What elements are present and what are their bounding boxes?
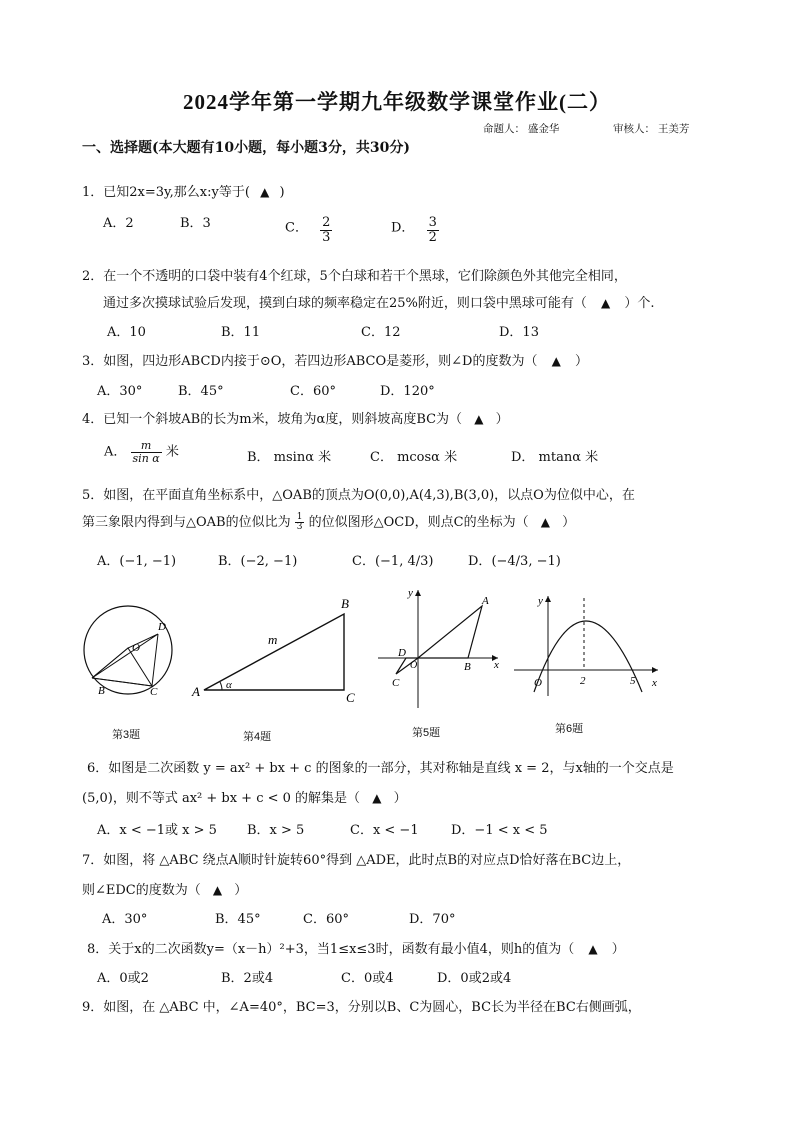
fig6-label-2: 2 bbox=[580, 675, 586, 687]
q3-option-d: D．120° bbox=[380, 384, 435, 399]
fig5-label-a: A bbox=[482, 595, 489, 607]
q4-option-c: C． mcosα 米 bbox=[370, 450, 458, 465]
q1-option-a: A．2 bbox=[103, 216, 134, 231]
section-heading: 一、选择题(本大题有10小题，每小题3分，共30分) bbox=[82, 140, 410, 156]
fig6-label-5: 5 bbox=[630, 675, 636, 687]
answer-mark: ▲ bbox=[212, 883, 223, 897]
q6-option-b: B．x > 5 bbox=[247, 823, 305, 838]
fig3-label-b: B bbox=[98, 685, 105, 697]
answer-mark: ▲ bbox=[372, 791, 382, 805]
question-7-line2: 则∠EDC的度数为（ ▲ ） bbox=[82, 883, 248, 898]
answer-mark: ▲ bbox=[474, 412, 484, 426]
question-5-line1: 5．如图，在平面直角坐标系中，△OAB的顶点为O(0,0),A(4,3),B(3,0)，以点O为位似中心，在 bbox=[82, 488, 635, 503]
q8-option-a: A．0或2 bbox=[97, 971, 149, 986]
fig5-label-o: O bbox=[410, 660, 418, 671]
q1-option-d: D． $\frac{3}{2}$ bbox=[391, 215, 437, 245]
fig4-label-alpha: α bbox=[226, 679, 232, 691]
q7-option-a: A．30° bbox=[102, 912, 148, 927]
fig5-label-y: y bbox=[408, 587, 413, 599]
q5-option-a: A．(−1, −1) bbox=[97, 554, 177, 569]
answer-mark: ▲ bbox=[540, 515, 550, 529]
page-title: 2024学年第一学期九年级数学课堂作业(二） bbox=[183, 90, 611, 114]
figure-3-caption: 第3题 bbox=[112, 729, 141, 741]
q6-option-d: D．−1 < x < 5 bbox=[451, 823, 548, 838]
q2-option-d: D．13 bbox=[499, 325, 539, 340]
q1-option-b: B．3 bbox=[180, 216, 211, 231]
figure-3-circle bbox=[82, 602, 182, 702]
figure-5-caption: 第5题 bbox=[412, 727, 441, 739]
question-8: 8．关于x的二次函数y=（x－h）²+3，当1≤x≤3时，函数有最小值4，则h的值为（ ▲ ） bbox=[87, 942, 625, 957]
question-6-line1: 6．如图是二次函数 y = ax² + bx + c 的图象的一部分，其对称轴是直线 x = 2，与x轴的一个交点是 bbox=[87, 761, 674, 776]
fig5-label-d: D bbox=[398, 647, 406, 659]
q6-option-c: C．x < −1 bbox=[350, 823, 419, 838]
figure-4-slope bbox=[192, 598, 362, 708]
q6-option-a: A．x < −1或 x > 5 bbox=[97, 823, 217, 838]
q1-option-c: C． $\frac{2}{3}$ bbox=[285, 215, 331, 245]
q7-option-b: B．45° bbox=[215, 912, 261, 927]
q5-option-c: C．(−1, 4/3) bbox=[352, 554, 434, 569]
q4-option-a: A． $\frac{m}{\text{sin α}}$ 米 bbox=[104, 439, 179, 465]
q5-option-d: D．(−4/3, −1) bbox=[468, 554, 561, 569]
question-4: 4．已知一个斜坡AB的长为m米，坡角为α度，则斜坡高度BC为（ ▲ ） bbox=[82, 412, 509, 427]
fig4-label-c: C bbox=[346, 690, 355, 705]
question-2-line1: 2．在一个不透明的口袋中装有4个红球，5个白球和若干个黑球，它们除颜色外其他完全相同， bbox=[82, 269, 627, 284]
q7-option-c: C．60° bbox=[303, 912, 349, 927]
question-1: 1．已知2x=3y,那么x:y等于( ▲ ) bbox=[82, 185, 285, 200]
question-6-line2: (5,0)，则不等式 ax² + bx + c < 0 的解集是（ ▲ ） bbox=[82, 791, 407, 806]
fig3-label-d: D bbox=[158, 621, 166, 633]
answer-mark: ▲ bbox=[260, 185, 270, 199]
q3-option-a: A．30° bbox=[97, 384, 143, 399]
q4-option-d: D． mtanα 米 bbox=[511, 450, 599, 465]
answer-mark: ▲ bbox=[551, 354, 561, 368]
fig5-label-x: x bbox=[494, 659, 499, 671]
answer-mark: ▲ bbox=[588, 942, 598, 956]
q2-option-c: C．12 bbox=[361, 325, 401, 340]
figure-6-parabola bbox=[512, 592, 664, 702]
answer-mark: ▲ bbox=[601, 296, 611, 310]
question-2-line2: 通过多次摸球试验后发现，摸到白球的频率稳定在25%附近，则口袋中黑球可能有（ ▲ ）个. bbox=[103, 296, 655, 311]
q5-option-b: B．(−2, −1) bbox=[218, 554, 298, 569]
question-7-line1: 7．如图，将 △ABC 绕点A顺时针旋转60°得到 △ADE，此时点B的对应点D恰好落在BC边上， bbox=[82, 853, 631, 868]
figure-4-caption: 第4题 bbox=[243, 731, 272, 743]
fig6-label-x: x bbox=[652, 677, 657, 689]
q4-option-b: B． msinα 米 bbox=[247, 450, 332, 465]
reviewer-label: 审核人： 王美芳 bbox=[613, 123, 690, 135]
figure-5-coordinates bbox=[376, 584, 506, 714]
author-label: 命题人： 盛金华 bbox=[483, 123, 560, 135]
fig4-label-a: A bbox=[192, 684, 200, 699]
figure-6-caption: 第6题 bbox=[555, 723, 584, 735]
q2-option-a: A．10 bbox=[107, 325, 146, 340]
question-9: 9．如图，在 △ABC 中，∠A=40°，BC=3，分别以B、C为圆心，BC长为半径在BC右侧画弧， bbox=[82, 1000, 641, 1015]
fig5-label-b: B bbox=[464, 661, 471, 673]
q8-option-d: D．0或2或4 bbox=[437, 971, 512, 986]
fig3-label-o: O bbox=[132, 642, 140, 654]
q7-option-d: D．70° bbox=[409, 912, 456, 927]
fig3-label-c: C bbox=[150, 686, 158, 698]
fig6-label-y: y bbox=[538, 595, 543, 607]
q3-option-b: B．45° bbox=[178, 384, 224, 399]
q3-option-c: C．60° bbox=[290, 384, 336, 399]
fig4-label-m: m bbox=[268, 632, 278, 647]
q8-option-b: B．2或4 bbox=[221, 971, 274, 986]
fig6-label-o: O bbox=[534, 677, 542, 689]
fig5-label-c: C bbox=[392, 677, 400, 689]
q8-option-c: C．0或4 bbox=[341, 971, 394, 986]
question-5-line2: 第三象限内得到与△OAB的位似比为 $\frac{1}{3}$ 的位似图形△OCD，则点C的坐标为（ ▲ ） bbox=[82, 511, 576, 532]
fig4-label-b: B bbox=[341, 596, 349, 611]
question-3: 3．如图，四边形ABCD内接于⊙O，若四边形ABCO是菱形，则∠D的度数为（ ▲ ） bbox=[82, 354, 589, 369]
q2-option-b: B．11 bbox=[221, 325, 261, 340]
